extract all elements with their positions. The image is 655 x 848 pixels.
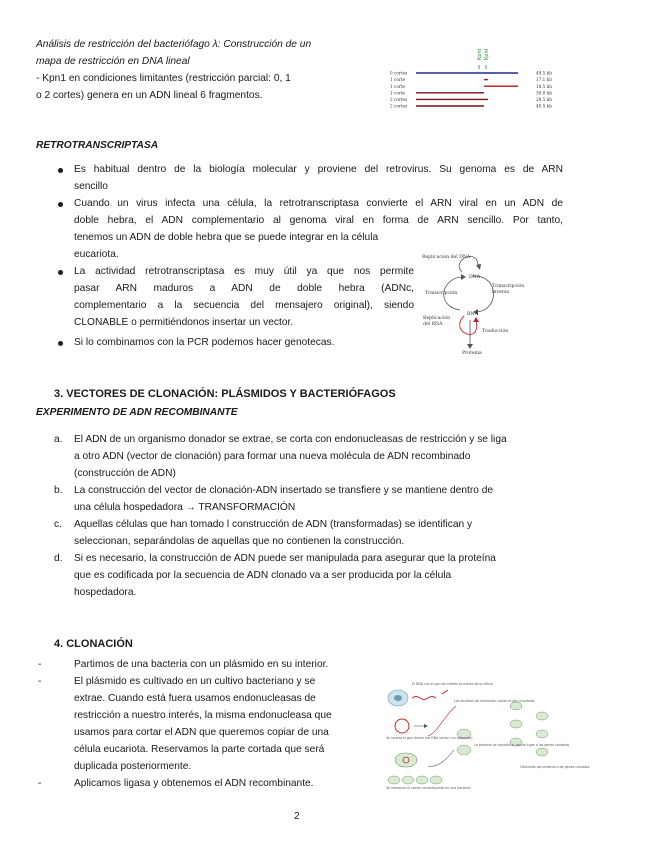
bacterium-icon [395, 753, 417, 767]
vectores-d-l2: que es codificada por la secuencia de ADN clonado va a ser producida por la célula [74, 570, 452, 581]
bacterium-icon [430, 776, 442, 784]
list-marker: d. [54, 553, 63, 564]
retro-b2-l4: eucariota. [74, 249, 119, 260]
clonacion-i2-l2: extrae. Cuando está fuera usamos endonucleasas de [74, 693, 316, 704]
arrow-icon [476, 264, 481, 270]
vectores-c-l1: Aquellas células que han tomado l construcción de ADN (transformadas) se identifican y [74, 519, 473, 530]
fragment-size-label: 30.0 kb [536, 90, 552, 96]
kpn-site-label: KpnI [477, 48, 483, 60]
label-dna-replication: Replicación del DNA [422, 255, 471, 260]
vectores-b-l1: La construcción del vector de clonación-ADN insertado se transfiere y se mantiene dentro de [74, 485, 494, 496]
vectores-c-l2: seleccionan, separándolas de aquellas que no contienen la construcción. [74, 536, 405, 547]
fragment-row-label: 2 cortes [390, 103, 408, 109]
dash-marker: - [38, 676, 42, 687]
figure-label-3: Se inserta el gen dentro del DNA vector (un plásmido) [386, 736, 473, 740]
intro-title-line2: mapa de restricción en DNA lineal [36, 56, 190, 67]
clonacion-i2-l1: El plásmido es cultivado en un cultivo bacteriano y se [74, 676, 316, 687]
figure-label-2: Los enzimas de restricción cortan el gen insertado [454, 699, 535, 703]
fragment-size-label: 40.5 kb [536, 103, 552, 109]
retro-b1-l1: Es habitual dentro de la biología molecular y proviene del retrovirus. Su genoma es de ARN [74, 164, 563, 175]
vectores-d-l3: hospedadora. [74, 587, 137, 598]
intro-line4: o 2 cortes) genera en un ADN lineal 6 fragmentos. [36, 90, 263, 101]
list-marker: b. [54, 485, 63, 496]
arrow-icon [461, 274, 466, 280]
fragment-size-label: 17.1 kb [536, 77, 552, 83]
fragment-row-label: 0 cortes [390, 70, 408, 76]
clonacion-heading: 4. CLONACIÓN [54, 638, 133, 650]
arrow-icon [473, 317, 479, 322]
bullet-dot [58, 202, 63, 207]
kpn-site-label: KpnI [484, 48, 490, 60]
retro-b3-l1: La actividad retrotranscriptasa es muy útil ya que nos permite [74, 266, 414, 277]
label-protein: Proteína [462, 351, 482, 356]
vectores-a-l3: (construcción de ADN) [74, 468, 176, 479]
fragment-row-label: 2 cortes [390, 97, 408, 102]
nucleus-icon [394, 695, 402, 701]
figure-label-6: Obtención de proteína o de genes clonados [520, 765, 590, 769]
label-dna: DNA [469, 275, 481, 280]
list-marker: a. [54, 434, 63, 445]
bacterium-icon [536, 712, 548, 720]
vectores-b-l2: una célula hospedadora → TRANSFORMACIÓN [74, 502, 296, 513]
fragment-size-label: 29.5 kb [536, 97, 552, 102]
intro-title-line1: Análisis de restricción del bacteriófago λ: Construcción de un [36, 39, 312, 50]
clonacion-i2-l4: usamos para cortar el ADN que queremos copiar de una [74, 727, 329, 738]
rna-replication-loop [460, 316, 477, 334]
label-translation: Traducción [482, 329, 509, 334]
page-number: 2 [294, 811, 300, 822]
bullet-dot [58, 270, 63, 275]
retro-b2-l2: doble hebra, el ADN complementario al genoma viral en forma de ARN sencillo. Por tanto, [74, 215, 563, 226]
bacterium-icon [536, 730, 548, 738]
label-rna: RNA [467, 312, 478, 317]
bullet-dot [58, 341, 63, 346]
bacterium-icon [388, 776, 400, 784]
label-reverse-1: Transcripción [492, 284, 525, 289]
list-marker: c. [54, 519, 62, 530]
fragment-size-label: 48.5 kb [536, 70, 552, 76]
retro-b2-l1: Cuando un virus infecta una célula, la retrotranscriptasa convierte el ARN viral en un ADN de [74, 198, 563, 209]
bullet-dot [58, 168, 63, 173]
transcription-arc [472, 276, 494, 312]
arrow-icon [467, 344, 473, 349]
bacterium-icon [536, 748, 548, 756]
retro-heading: RETROTRANSCRIPTASA [36, 140, 159, 151]
label-rna-rep-1: Replicación [423, 316, 451, 321]
bacterium-icon [416, 776, 428, 784]
dash-marker: - [38, 659, 42, 670]
dash-marker: - [38, 778, 42, 789]
vectores-subheading: EXPERIMENTO DE ADN RECOMBINANTE [36, 407, 238, 418]
retro-b2-l3: tenemos un ADN de doble hebra que se puede integrar en la célula [74, 232, 379, 243]
clonacion-i2-l5: célula eucariota. Reservamos la parte cortada que será [74, 744, 325, 755]
vectores-d-l1: Si es necesario, la construcción de ADN puede ser manipulada para asegurar que la proteína [74, 553, 496, 564]
clonacion-i2-l3: restricción a nuestro interés, la misma endonucleasa que [74, 710, 332, 721]
bacterium-icon [402, 776, 414, 784]
clonacion-i2-l6: duplicada posteriormente. [74, 761, 192, 772]
vectores-a-l2: a otro ADN (vector de clonación) para formar una nueva molécula de ADN recombinado [74, 451, 471, 462]
fragment-row-label: 1 corte [390, 90, 406, 96]
retro-b3-l3: complementario a la secuencia del mensajero original), siendo [74, 300, 414, 311]
label-rna-rep-2: del RNA [423, 322, 443, 327]
vectores-a-l1: El ADN de un organismo donador se extrae, se corta con endonucleasas de restricción y se liga [74, 434, 507, 445]
central-dogma-figure [420, 246, 545, 356]
label-reverse-2: inversa [492, 290, 510, 295]
bacterium-icon [510, 720, 522, 728]
clonacion-i3: Aplicamos ligasa y obtenemos el ADN recombinante. [74, 778, 314, 789]
vectores-heading: 3. VECTORES DE CLONACIÓN: PLÁSMIDOS Y BACTERIÓFAGOS [54, 388, 396, 400]
figure-label-4: La bacteria se reproduce, dando lugar a los genes clonados [474, 743, 570, 747]
clonacion-i1: Partimos de una bacteria con un plásmido en su interior. [74, 659, 329, 670]
bacterium-icon [457, 745, 471, 755]
figure-label-5: Se introduce el vector recombinante en una bacteria [386, 786, 471, 790]
cloning-process-figure [384, 676, 590, 792]
fragment-row-label: 1 corte [390, 77, 406, 83]
retro-b3-l2: pasar ARN maduros a ADN de doble hebra (ADNc, [74, 283, 414, 294]
retro-b3-l4: CLONABLE o permitiéndonos insertar un vector. [74, 317, 294, 328]
retro-b1-l2: sencillo [74, 181, 108, 192]
bacterium-icon [510, 702, 522, 710]
fragment-size-label: 18.5 kb [536, 83, 552, 89]
fragment-row-label: 1 corte [390, 83, 406, 89]
label-transcription: Transcripción [425, 291, 458, 296]
figure-label-1: El DNA con el gen de interés se extrae de la célula [412, 682, 493, 686]
intro-line3: - Kpn1 en condiciones limitantes (restricción parcial: 0, 1 [36, 73, 291, 84]
retro-b4: Si lo combinamos con la PCR podemos hacer genotecas. [74, 337, 335, 348]
restriction-map-figure [388, 46, 556, 114]
